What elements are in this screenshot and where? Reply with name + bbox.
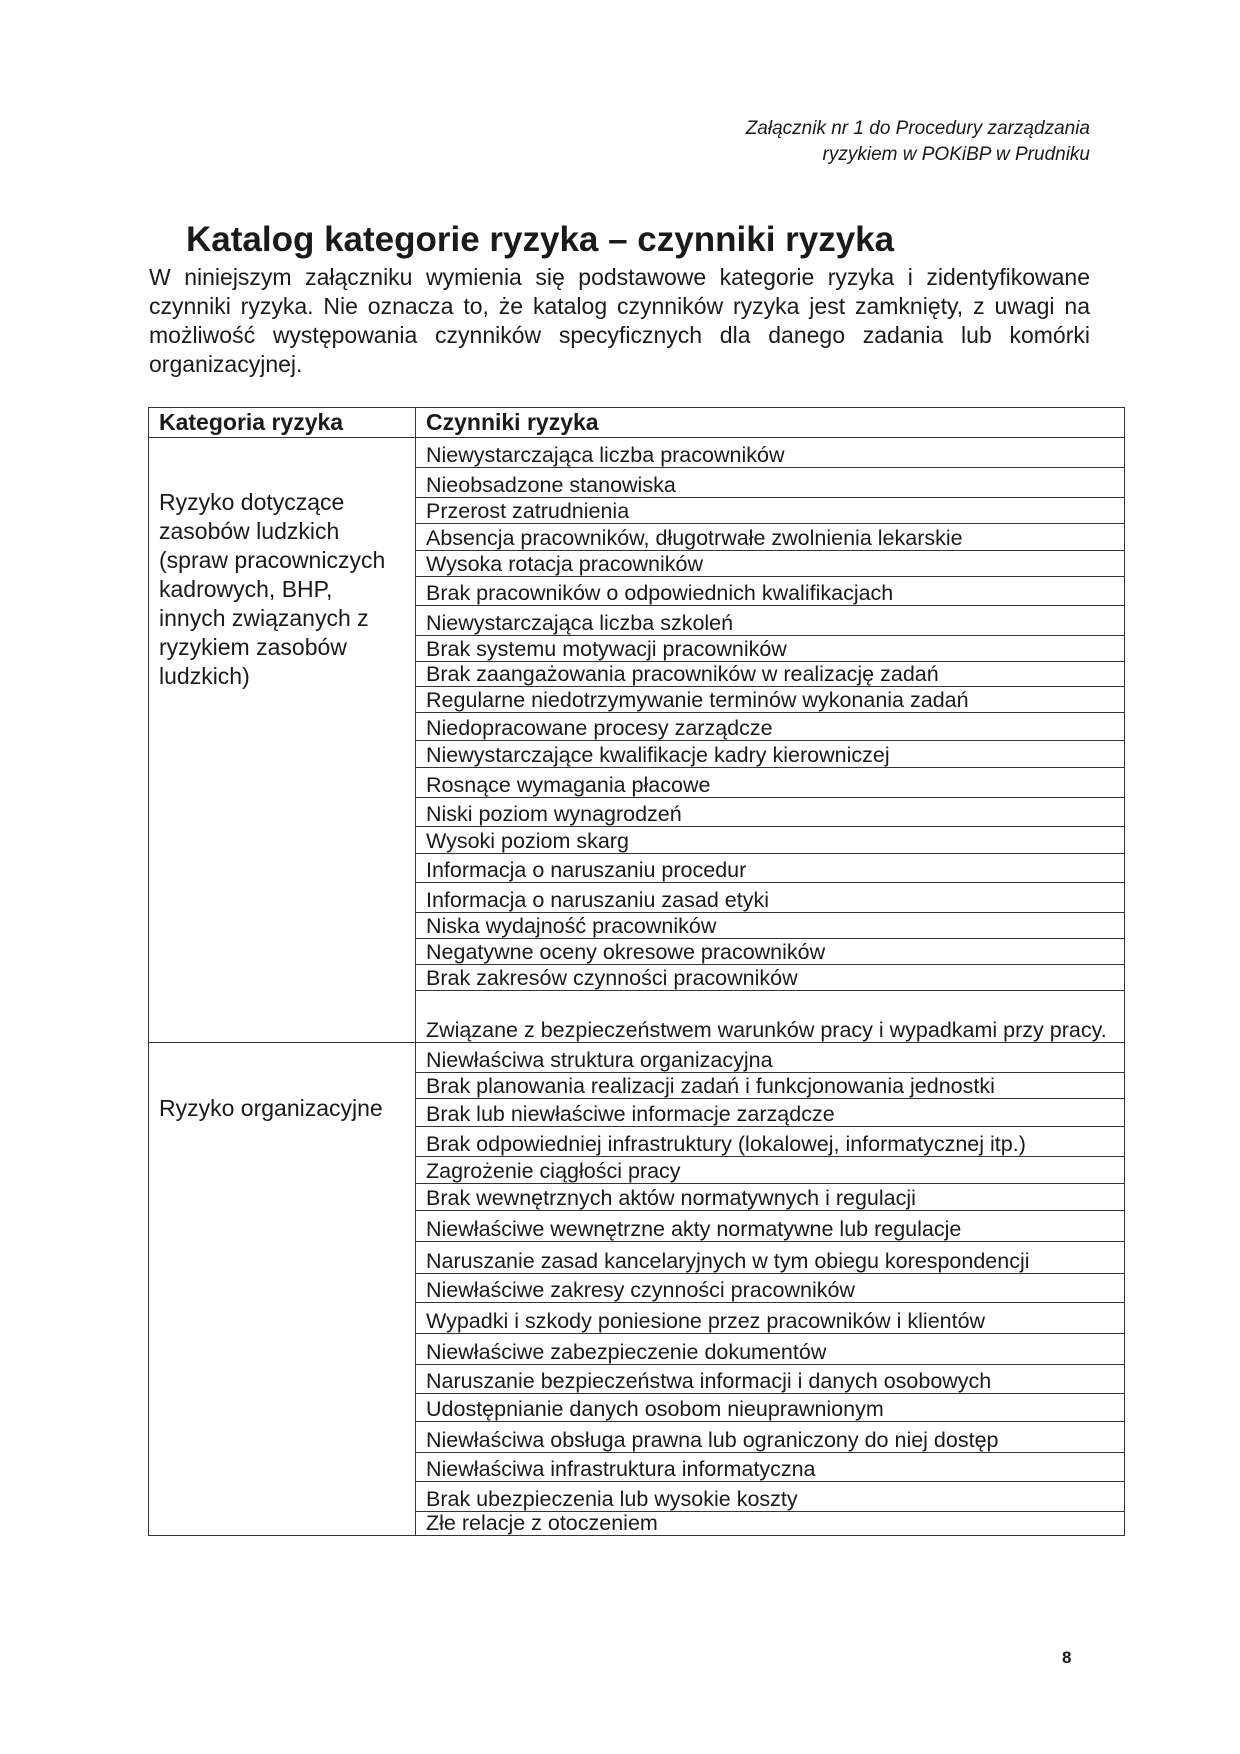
header-line-2: ryzykiem w POKiBP w Prudniku: [822, 144, 1090, 165]
intro-paragraph: W niniejszym załączniku wymienia się podstawowe kategorie ryzyka i zidentyfikowane czynniki ryzyka. Nie oznacza to, że katalog czynników ryzyka jest zamknięty, z uwagi na możliwość występowania czynników specyficznych dla danego zadania lub komórki organizacyjnej.: [149, 264, 1090, 377]
factor-cell: Niewystarczająca liczba pracowników: [416, 438, 1125, 468]
factor-cell: Rosnące wymagania płacowe: [416, 768, 1125, 798]
page-title: Katalog kategorie ryzyka – czynniki ryzyka: [186, 220, 895, 259]
factor-cell: Niewłaściwe wewnętrzne akty normatywne lub regulacje: [416, 1211, 1125, 1242]
factor-cell: Brak pracowników o odpowiednich kwalifikacjach: [416, 577, 1125, 606]
header-line-1: Załącznik nr 1 do Procedury zarządzania: [745, 118, 1090, 139]
factor-cell: Wypadki i szkody poniesione przez pracowników i klientów: [416, 1303, 1125, 1334]
factor-cell: Brak lub niewłaściwe informacje zarządcze: [416, 1099, 1125, 1127]
header-factors: Czynniki ryzyka: [416, 408, 1125, 438]
factor-cell: Informacja o naruszaniu zasad etyki: [416, 883, 1125, 913]
factor-cell: Złe relacje z otoczeniem: [416, 1512, 1125, 1536]
table-row: [149, 1043, 1125, 1073]
category-cell: Ryzyko organizacyjne: [149, 1043, 416, 1536]
factor-cell: Brak systemu motywacji pracowników: [416, 636, 1125, 662]
factor-cell: Udostępnianie danych osobom nieuprawnionym: [416, 1394, 1125, 1422]
factor-cell: Brak zakresów czynności pracowników: [416, 965, 1125, 991]
factor-cell: Absencja pracowników, długotrwałe zwolnienia lekarskie: [416, 524, 1125, 551]
category-cell: Ryzyko dotyczące zasobów ludzkich (spraw pracowniczych kadrowych, BHP, innych związanych z ryzykiem zasobów ludzkich): [149, 438, 416, 1043]
factor-cell: Przerost zatrudnienia: [416, 498, 1125, 524]
factor-cell: Niedopracowane procesy zarządcze: [416, 713, 1125, 741]
factor-cell: Związane z bezpieczeństwem warunków pracy i wypadkami przy pracy.: [416, 991, 1125, 1043]
factor-cell: Niewłaściwe zakresy czynności pracowników: [416, 1274, 1125, 1303]
table-row: [149, 438, 1125, 468]
factor-cell: Wysoka rotacja pracowników: [416, 551, 1125, 577]
factor-cell: Naruszanie bezpieczeństwa informacji i danych osobowych: [416, 1365, 1125, 1394]
factor-cell: Negatywne oceny okresowe pracowników: [416, 939, 1125, 965]
factor-cell: Brak ubezpieczenia lub wysokie koszty: [416, 1482, 1125, 1512]
factor-cell: Regularne niedotrzymywanie terminów wykonania zadań: [416, 687, 1125, 713]
factor-cell: Niewystarczające kwalifikacje kadry kierowniczej: [416, 741, 1125, 768]
factor-cell: Nieobsadzone stanowiska: [416, 468, 1125, 498]
factor-cell: Niska wydajność pracowników: [416, 913, 1125, 939]
factor-cell: Brak planowania realizacji zadań i funkcjonowania jednostki: [416, 1073, 1125, 1099]
factor-cell: Naruszanie zasad kancelaryjnych w tym obiegu korespondencji: [416, 1242, 1125, 1274]
factor-cell: Niski poziom wynagrodzeń: [416, 798, 1125, 827]
document-header-note: [746, 116, 1090, 168]
factor-cell: Zagrożenie ciągłości pracy: [416, 1157, 1125, 1184]
factor-cell: Brak zaangażowania pracowników w realizację zadań: [416, 662, 1125, 687]
factor-cell: Wysoki poziom skarg: [416, 827, 1125, 854]
factor-cell: Brak odpowiedniej infrastruktury (lokalowej, informatycznej itp.): [416, 1127, 1125, 1157]
factor-cell: Niewłaściwa infrastruktura informatyczna: [416, 1453, 1125, 1482]
factor-cell: Niewłaściwa obsługa prawna lub ograniczony do niej dostęp: [416, 1422, 1125, 1453]
page-number: 8: [1062, 1648, 1072, 1667]
risk-catalog-table: [148, 407, 1125, 1536]
factor-cell: Niewłaściwa struktura organizacyjna: [416, 1043, 1125, 1073]
factor-cell: Niewłaściwe zabezpieczenie dokumentów: [416, 1334, 1125, 1365]
factor-cell: Niewystarczająca liczba szkoleń: [416, 606, 1125, 636]
factor-cell: Brak wewnętrznych aktów normatywnych i regulacji: [416, 1184, 1125, 1211]
factor-cell: Informacja o naruszaniu procedur: [416, 854, 1125, 883]
table-header-row: [149, 408, 1125, 438]
header-category: Kategoria ryzyka: [149, 408, 416, 438]
